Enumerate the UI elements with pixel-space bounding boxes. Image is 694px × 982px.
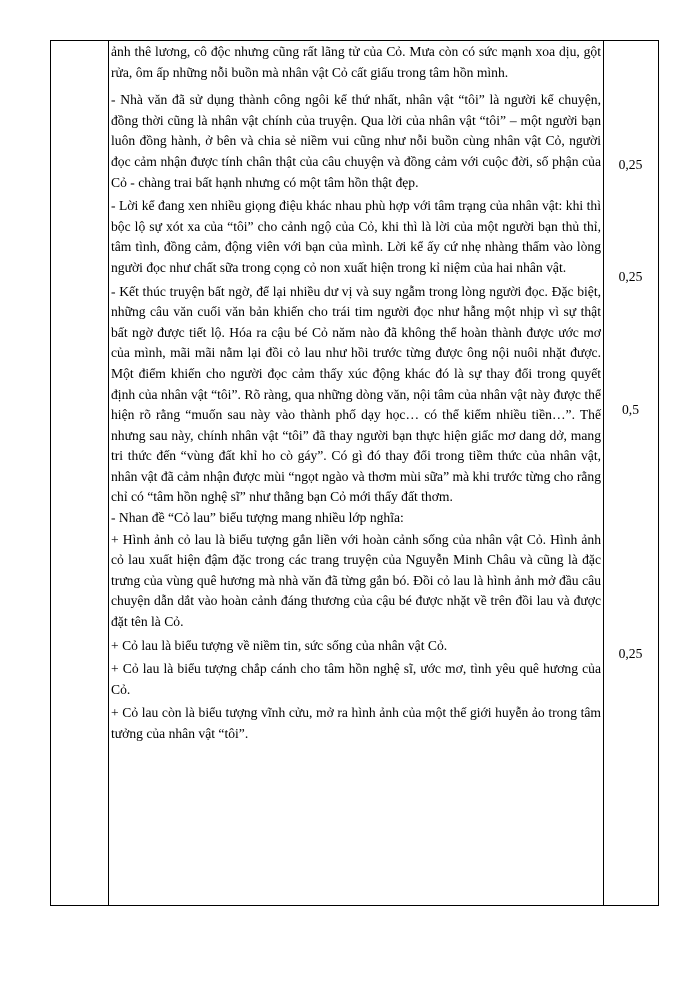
score-narrator: 0,25 — [618, 157, 643, 172]
score-voice: 0,25 — [618, 269, 643, 284]
paragraph-ending: - Kết thúc truyện bất ngờ, để lại nhiều dư vị và suy ngẫm trong lòng người đọc. Đặc biệt, những câu văn cuối văn bản khiến cho trái tim người đọc như hẫng một nhịp vì sự thật bất ngờ được tiết lộ. Hóa ra cậu bé Cỏ năm nào đã không thể hoàn thành được ước mơ của mình, mãi mãi nằm lại đồi cỏ lau như hồi trước từng được ông nội nuôi nhặt được. Một điểm khiến cho người đọc cảm thấy xúc động khác đó là sự thay đổi trong quyết định của nhân vật “tôi”. Rõ ràng, qua những dòng văn, nội tâm của nhân vật này được thể hiện rõ rằng “muốn sau này vào thành phố dạy học… có thể kiếm nhiều tiền…”. Thế nhưng sau này, chính nhân vật “tôi” đã thay người bạn thực hiện giấc mơ dang dở, mang tri thức đến “vùng đất khỉ ho cò gáy”. Có gì đó thay đổi trong tiềm thức của nhân vật, nhân vật đã cảm nhận được mùi “ngọt ngào và thơm mùi sữa” mà khi trước từng cho rằng chỉ có “tâm hồn nghệ sĩ” như thằng bạn Cỏ mới thấy đất thơm. — [111, 283, 601, 505]
paragraph-symbol-eternal: + Cỏ lau còn là biểu tượng vĩnh cửu, mở ra hình ảnh của một thế giới huyễn ảo trong tâm tưởng của nhân vật “tôi”. — [111, 705, 601, 741]
paragraph-symbol-life: + Hình ảnh cỏ lau là biểu tượng gắn liền với hoàn cảnh sống của nhân vật Cỏ. Hình ảnh cỏ lau xuất hiện đậm đặc trong các trang truyện của Nguyễn Minh Châu và cũng là đặc trưng của vùng quê hương mà nhà văn đã từng gắn bó. Đồi cỏ lau là hình ảnh mở đầu câu chuyện dẫn dắt vào hoàn cảnh đáng thương của cậu bé được nhặt về trên đồi lau và được đặt tên là Cỏ. — [111, 531, 601, 630]
paragraph-narrator: - Nhà văn đã sử dụng thành công ngôi kể thứ nhất, nhân vật “tôi” là người kể chuyện, đồng thời cũng là nhân vật chính của truyện. Qua lời của nhân vật “tôi” – một người bạn luôn đồng hành, ở bên và chia sẻ niềm vui cũng như nỗi buồn cùng nhân vật Cỏ, người đọc cảm nhận được tính chân thật của câu chuyện và đồng cảm với cuộc đời, số phận của Cỏ - chàng trai bất hạnh nhưng có một tâm hồn thật đẹp. — [111, 92, 601, 190]
paragraph-symbol-dream: + Cỏ lau là biểu tượng chắp cánh cho tâm hồn nghệ sĩ, ước mơ, tình yêu quê hương của Cỏ. — [111, 661, 601, 697]
question-column — [51, 41, 109, 905]
paragraph-voice: - Lời kể đang xen nhiều giọng điệu khác nhau phù hợp với tâm trạng của nhân vật: khi thì bộc lộ sự xót xa của “tôi” cho cảnh ngộ của Cỏ, khi thì là lời của một người bạn thủ thỉ, tâm tình, đồng cảm, động viên với bạn của mình. Lời kể ấy cứ nhẹ nhàng thấm vào lòng người đọc như chất sữa trong cọng cỏ non xuất hiện trong kỉ niệm của hai nhân vật. — [111, 198, 601, 275]
paragraph-title-meaning: - Nhan đề “Cỏ lau” biểu tượng mang nhiều lớp nghĩa: — [111, 510, 404, 526]
score-title-meaning: 0,25 — [618, 646, 643, 661]
paragraph-symbol-faith: + Cỏ lau là biểu tượng về niềm tin, sức sống của nhân vật Cỏ. — [111, 637, 448, 653]
score-ending: 0,5 — [622, 402, 639, 417]
answer-table — [50, 40, 659, 906]
answer-content — [111, 41, 601, 745]
paragraph-rain: ảnh thê lương, cô độc nhưng cũng rất lãng tử của Cỏ. Mưa còn có sức mạnh xoa dịu, gột rửa, ôm ấp những nỗi buồn mà nhân vật Cỏ cất giấu trong tâm hồn mình. — [111, 44, 601, 80]
